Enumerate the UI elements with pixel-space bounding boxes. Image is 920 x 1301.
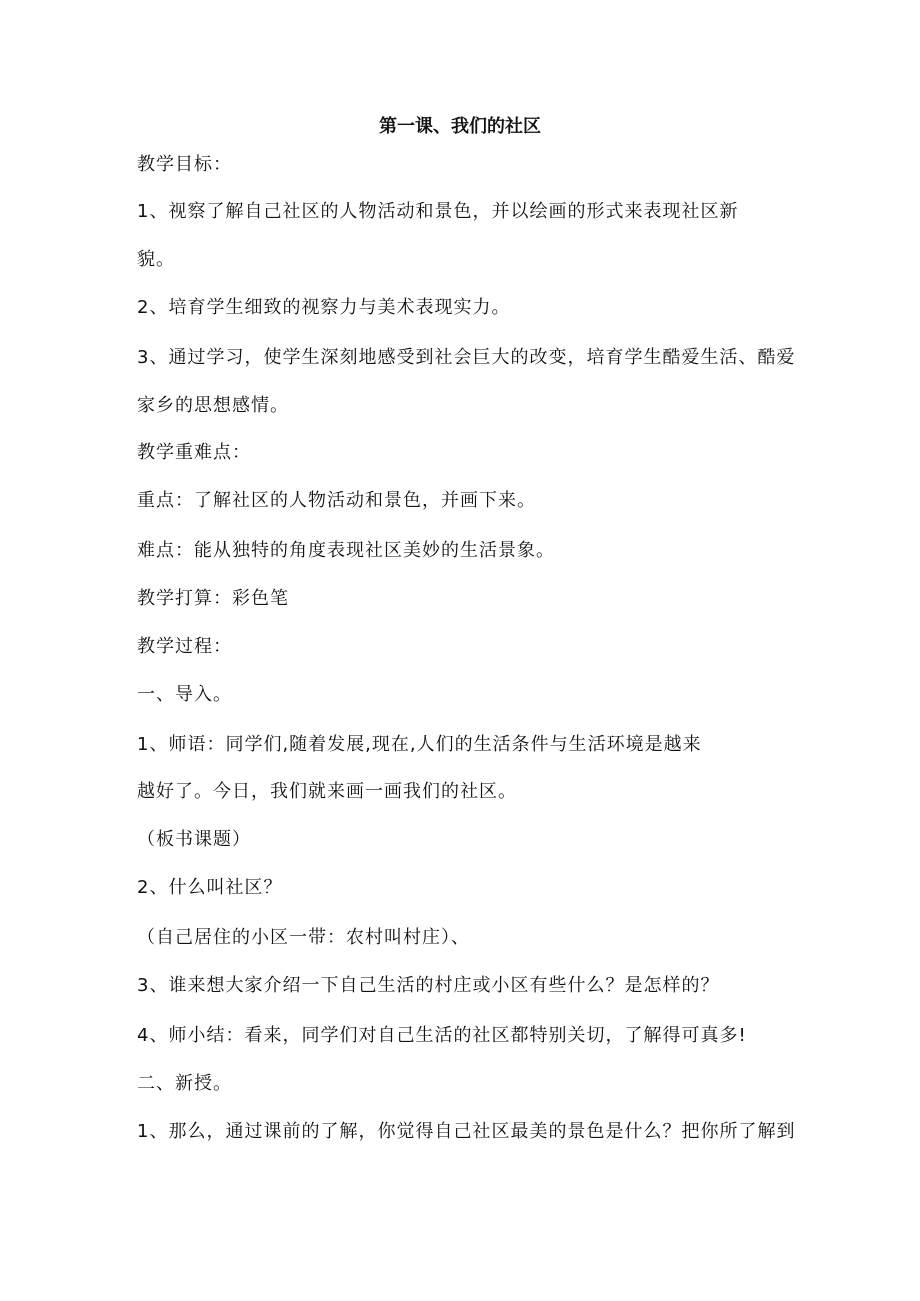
text-line: 2、培育学生细致的视察力与美术表现实力。	[137, 297, 511, 318]
text-line: 4、师小结：看来，同学们对自己生活的社区都特别关切，了解得可真多!	[137, 1025, 747, 1046]
document-title: 第一课、我们的社区	[379, 116, 541, 137]
text-line: 越好了。今日，我们就来画一画我们的社区。	[137, 781, 517, 802]
text-line: 教学目标：	[137, 154, 232, 175]
text-line: （自己居住的小区一带：农村叫村庄）、	[137, 927, 470, 948]
text-line: 二、新授。	[137, 1073, 232, 1094]
text-line: 教学打算：彩色笔	[137, 588, 289, 609]
text-line: （板书课题）	[137, 829, 251, 850]
text-line: 3、谁来想大家介绍一下自己生活的村庄或小区有些什么？是怎样的？	[137, 975, 720, 996]
text-line: 教学重难点：	[137, 442, 251, 463]
text-line: 2、什么叫社区？	[137, 877, 283, 898]
text-line: 教学过程：	[137, 636, 232, 657]
text-line: 3、通过学习，使学生深刻地感受到社会巨大的改变，培育学生酷爱生活、酷爱	[137, 347, 796, 368]
text-line: 1、师语：同学们,随着发展,现在,人们的生活条件与生活环境是越来	[137, 734, 702, 755]
text-line: 貌。	[137, 249, 175, 270]
text-line: 1、视察了解自己社区的人物活动和景色，并以绘画的形式来表现社区新	[137, 201, 739, 222]
text-line: 重点：了解社区的人物活动和景色，并画下来。	[137, 490, 536, 511]
text-line: 难点：能从独特的角度表现社区美妙的生活景象。	[137, 540, 555, 561]
text-line: 一、导入。	[137, 684, 232, 705]
text-line: 1、那么，通过课前的了解，你觉得自己社区最美的景色是什么？把你所了解到	[137, 1121, 796, 1142]
text-line: 家乡的思想感情。	[137, 395, 289, 416]
